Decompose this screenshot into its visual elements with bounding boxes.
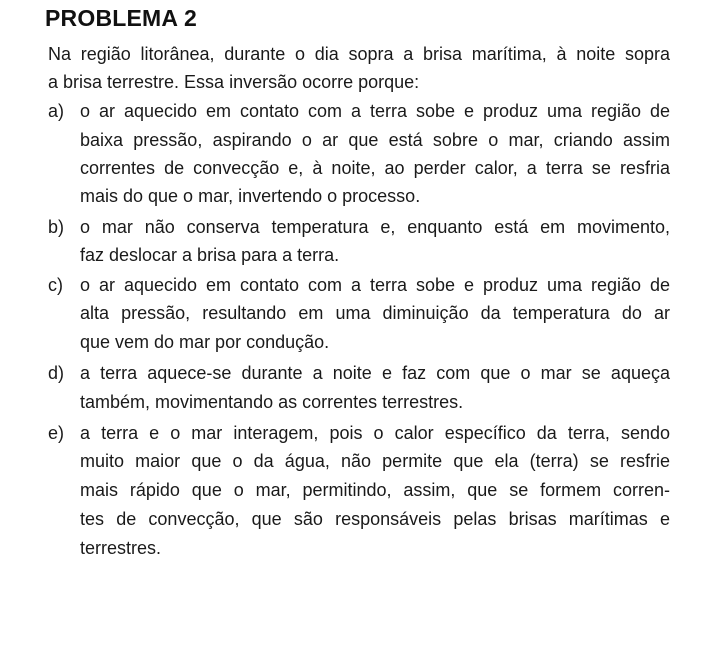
question-stem-line: Na região litorânea, durante o dia sopra a brisa marítima, à noite sopra <box>48 44 670 64</box>
option-e-line: terrestres. <box>80 538 162 558</box>
option-a-line: o ar aquecido em contato com a terra sobe e produz uma região de <box>80 101 670 121</box>
option-d-line: a terra aquece-se durante a noite e faz com que o mar se aqueça <box>80 363 670 383</box>
option-e-line: tes de convecção, que são responsáveis pelas brisas marítimas e <box>80 509 670 529</box>
option-d-letter: d) <box>48 363 65 383</box>
option-b-letter: b) <box>48 217 65 237</box>
option-a-line: correntes de convecção e, à noite, ao perder calor, a terra se resfria <box>80 158 670 178</box>
option-a-letter: a) <box>48 101 65 121</box>
option-c-line: alta pressão, resultando em uma diminuição da temperatura do ar <box>80 303 670 323</box>
option-e-line: mais rápido que o mar, permitindo, assim, que se formem corren- <box>80 480 670 500</box>
problem-title: PROBLEMA 2 <box>45 5 197 31</box>
option-c-line: que vem do mar por condução. <box>80 332 330 352</box>
option-d-line: também, movimentando as correntes terrestres. <box>80 392 464 412</box>
option-e-letter: e) <box>48 423 65 443</box>
option-c-letter: c) <box>48 275 63 295</box>
option-e-line: a terra e o mar interagem, pois o calor específico da terra, sendo <box>80 423 670 443</box>
option-b-line: faz deslocar a brisa para a terra. <box>80 245 340 265</box>
option-c-line: o ar aquecido em contato com a terra sobe e produz uma região de <box>80 275 670 295</box>
option-a-line: baixa pressão, aspirando o ar que está sobre o mar, criando assim <box>80 130 670 150</box>
option-b-line: o mar não conserva temperatura e, enquanto está em movimento, <box>80 217 670 237</box>
question-stem-line: a brisa terrestre. Essa inversão ocorre porque: <box>48 72 420 92</box>
option-e-line: muito maior que o da água, não permite que ela (terra) se resfrie <box>80 451 670 471</box>
option-a-line: mais do que o mar, invertendo o processo. <box>80 186 421 206</box>
